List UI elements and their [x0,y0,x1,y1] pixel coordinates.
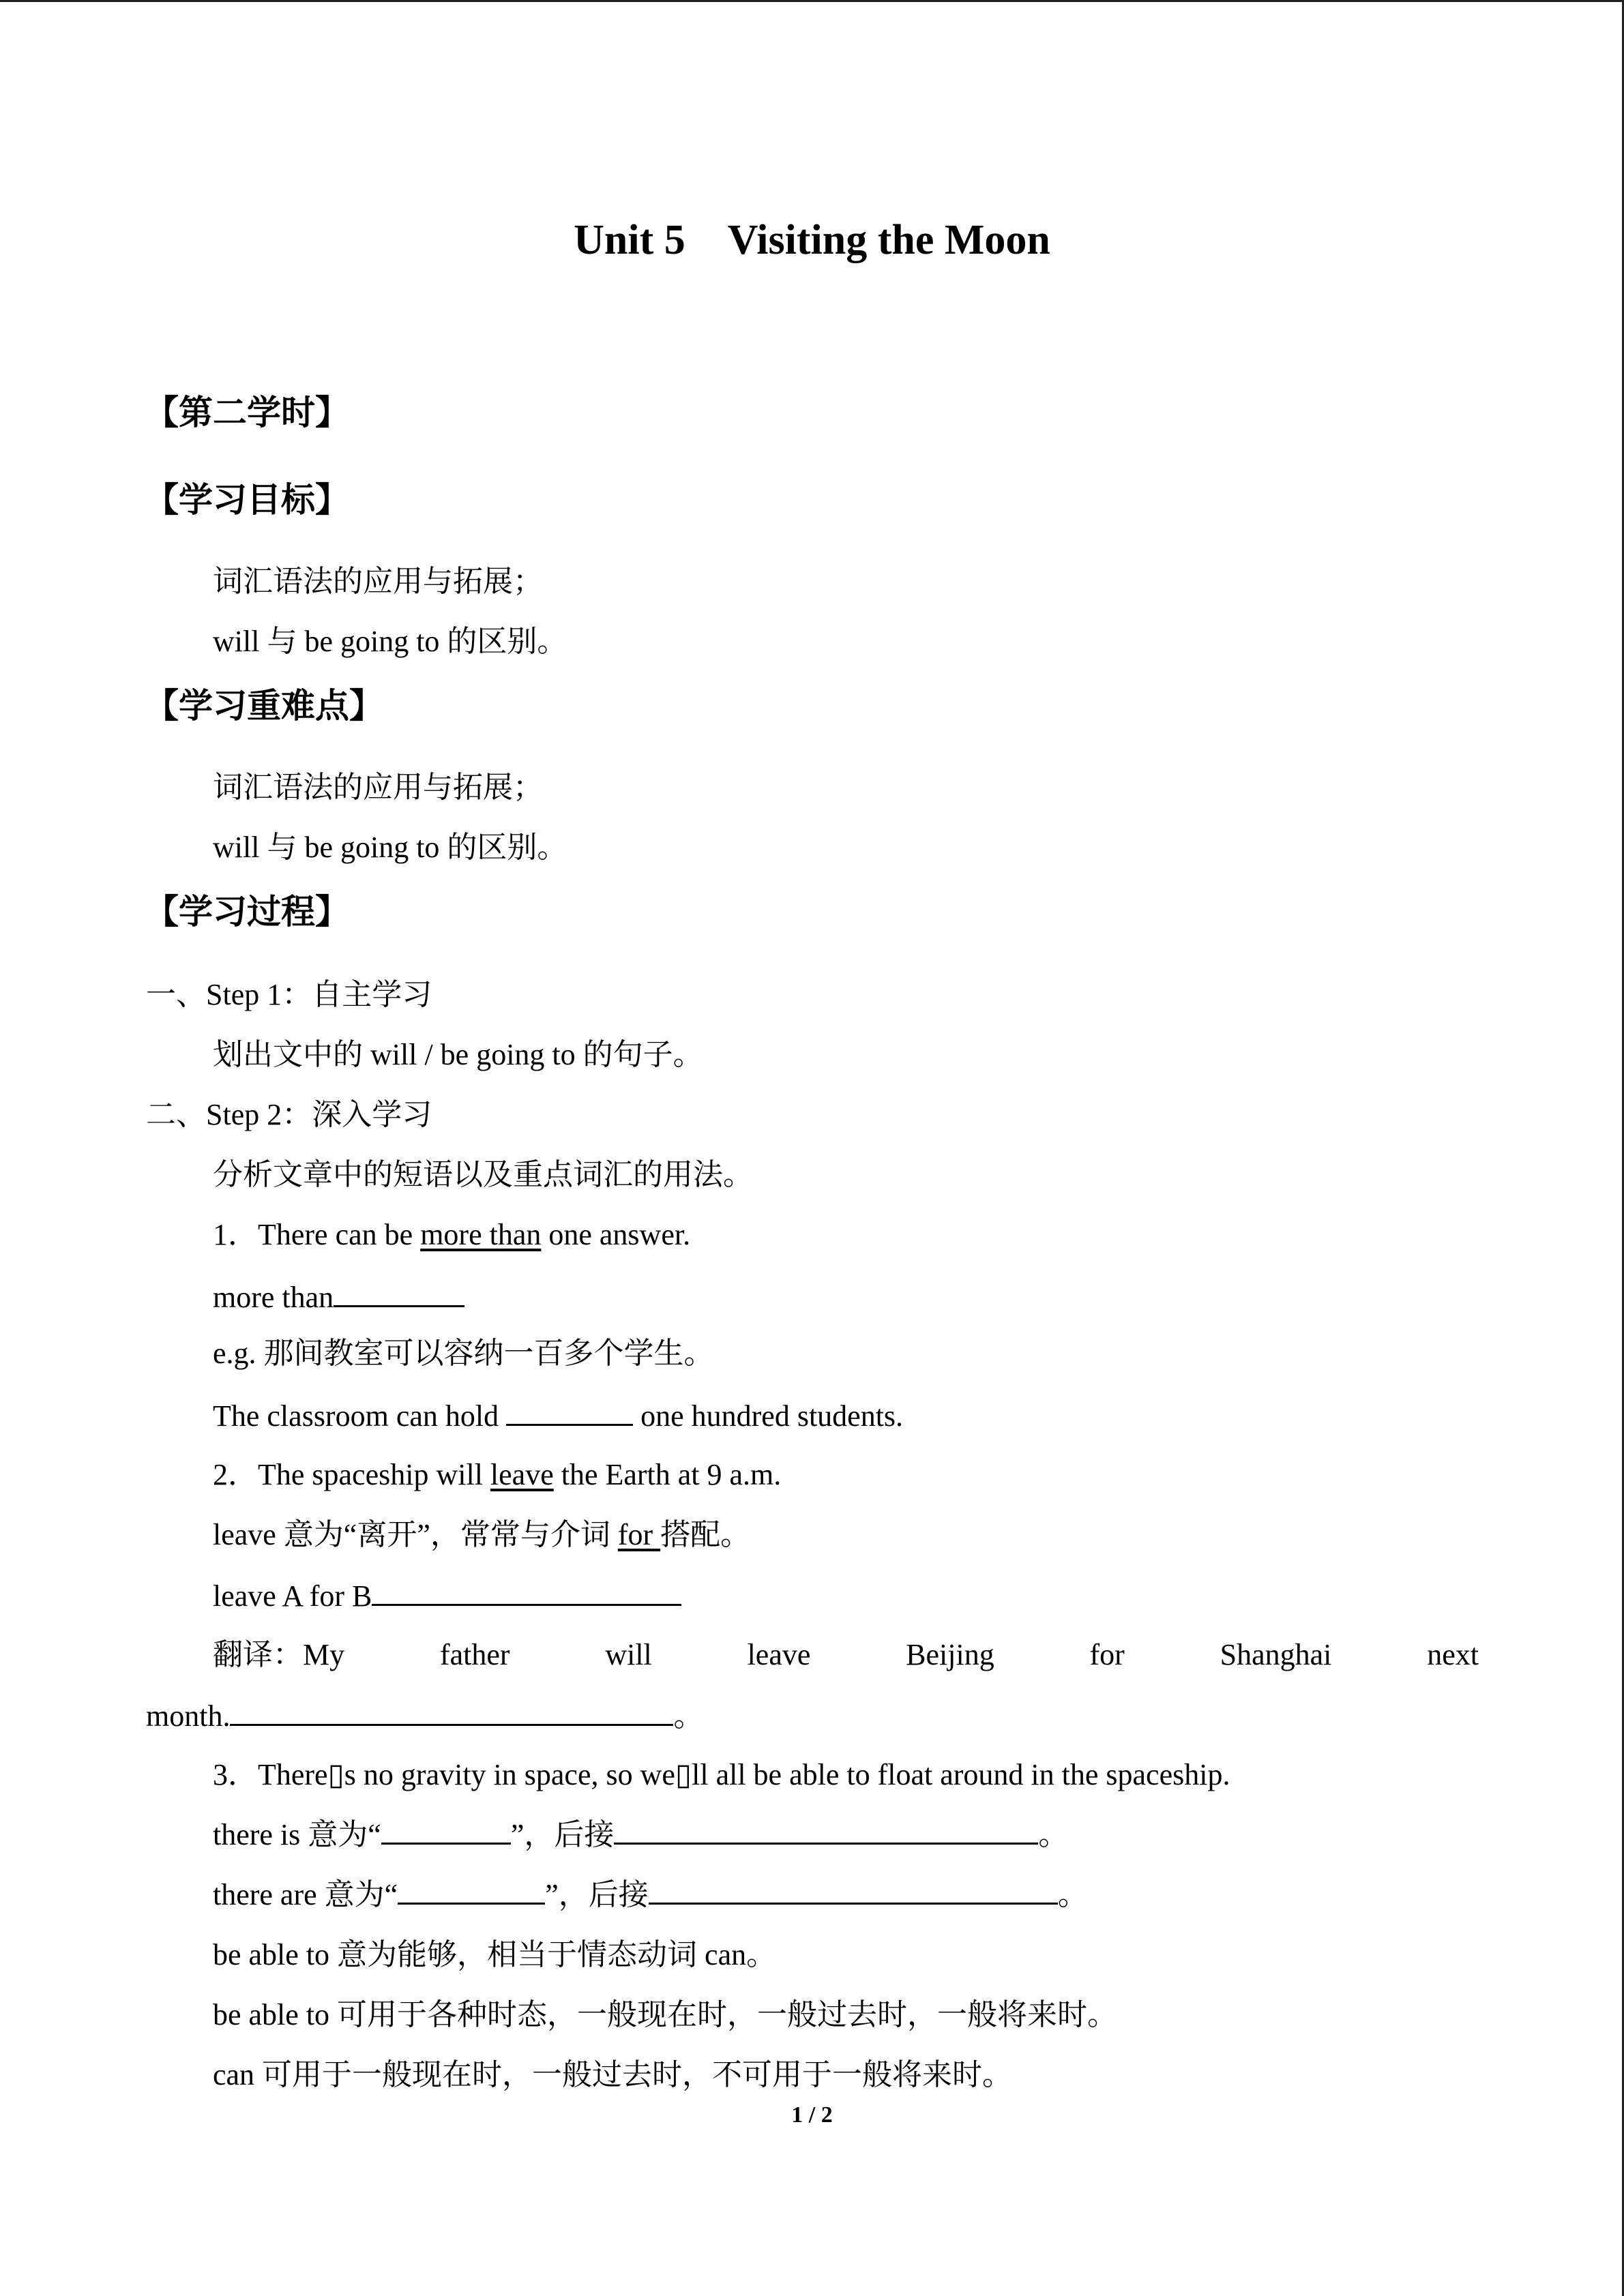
key-point-line-2: will 与 be going to 的区别。 [213,831,567,864]
item1-phrase-line: more than [213,1278,464,1317]
item2-translate-line: 翻译：My father will leave Beijing for Shanghai next [213,1638,1479,1671]
underlined-phrase: more than [420,1218,542,1251]
answer-blank[interactable] [230,1697,673,1726]
item2-sentence: 2．The spaceship will leave the Earth at 9 a.m. [213,1458,782,1491]
step2-heading: 二、Step 2：深入学习 [146,1098,432,1131]
objective-line-1: 词汇语法的应用与拓展； [213,565,543,598]
answer-blank[interactable] [614,1815,1038,1845]
step2-task: 分析文章中的短语以及重点词汇的用法。 [213,1158,753,1191]
underlined-word: leave [490,1458,554,1491]
item3-can-note: can 可用于一般现在时，一般过去时，不可用于一般将来时。 [213,2058,1013,2091]
section-key-points: 【学习重难点】 [145,686,383,726]
item1-example: e.g. 那间教室可以容纳一百多个学生。 [213,1337,714,1370]
item3-there-is: there is 意为“ ”，后接 。 [213,1815,1068,1855]
page-number: 1 / 2 [791,2102,833,2128]
key-point-line-1: 词汇语法的应用与拓展； [213,771,543,804]
item2-meaning: leave 意为“离开”，常常与介词 for 搭配。 [213,1518,751,1551]
page-border-top [0,0,1624,2]
section-lesson: 【第二学时】 [145,393,349,432]
answer-blank[interactable] [372,1577,681,1606]
item2-translate-end: month. 。 [146,1697,703,1736]
answer-blank[interactable] [506,1397,633,1426]
step1-task: 划出文中的 will / be going to 的句子。 [213,1038,703,1071]
answer-blank[interactable] [334,1278,464,1307]
section-process: 【学习过程】 [145,892,349,931]
item2-pattern: leave A for B [213,1577,681,1616]
answer-blank[interactable] [398,1875,545,1905]
section-objectives: 【学习目标】 [145,480,349,520]
item1-exercise: The classroom can hold one hundred students. [213,1397,903,1436]
step1-heading: 一、Step 1：自主学习 [146,978,432,1011]
item3-sentence: 3．There▯s no gravity in space, so we▯ll all be able to float around in the spaceship. [213,1758,1230,1791]
answer-blank[interactable] [649,1875,1058,1905]
answer-blank[interactable] [381,1815,511,1845]
item3-be-able-1: be able to 意为能够，相当于情态动词 can。 [213,1938,777,1971]
objective-line-2: will 与 be going to 的区别。 [213,625,567,658]
item3-be-able-2: be able to 可用于各种时态，一般现在时，一般过去时，一般将来时。 [213,1998,1118,2031]
page-title: Unit 5 Visiting the Moon [574,217,1050,263]
item1-sentence: 1．There can be more than one answer. [213,1218,691,1251]
item3-there-are: there are 意为“ ”，后接 。 [213,1875,1088,1915]
